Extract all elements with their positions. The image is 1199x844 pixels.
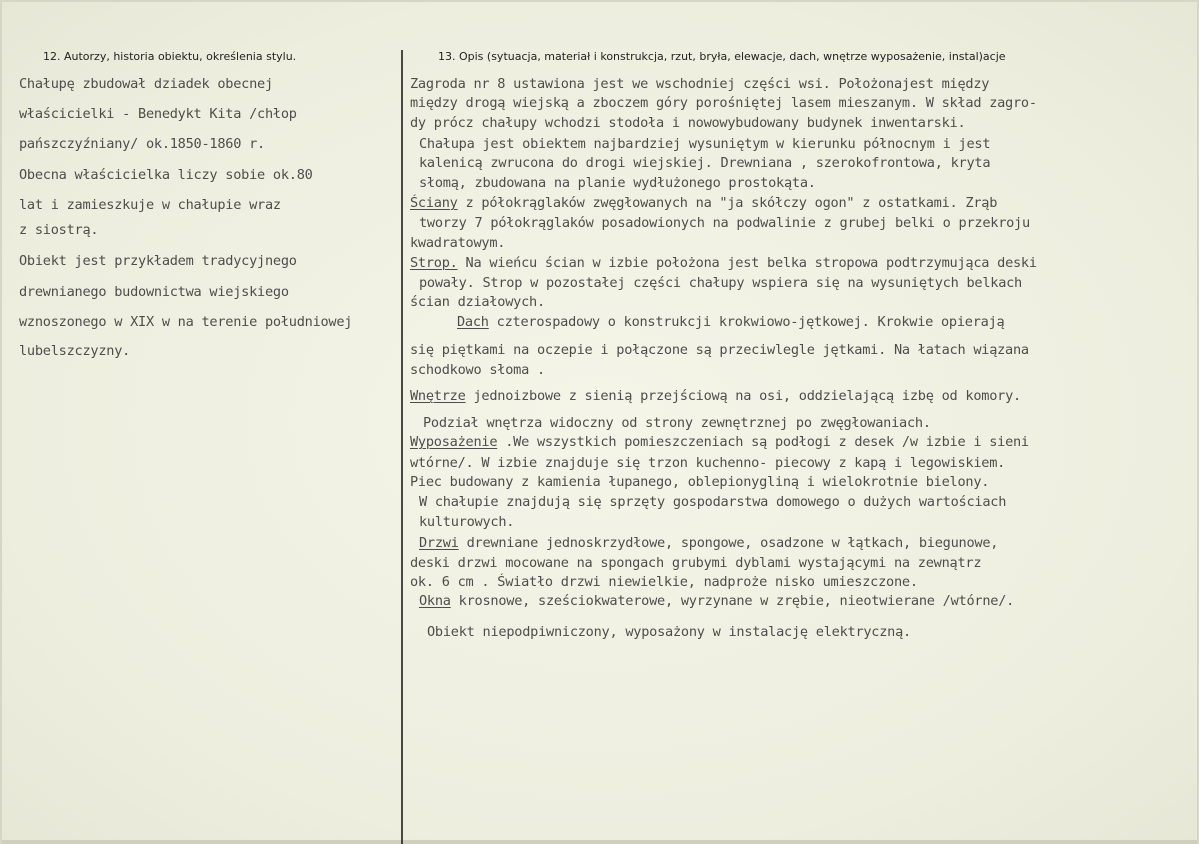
card-edge-left <box>0 0 2 844</box>
history-line: Chałupę zbudował dziadek obecnej <box>19 76 273 92</box>
section-13-header: 13. Opis (sytuacja, materiał i konstrukcja, rzut, bryła, elewacje, dach, wnętrze wyposażenie, instal)acje <box>438 50 1006 63</box>
description-line: Wyposażenie .We wszystkich pomieszczeniach są podłogi z desek /w izbie i sieni <box>410 434 1029 450</box>
doors-heading: Drzwi <box>419 535 459 551</box>
description-line: między drogą wiejską a zboczem góry porośniętej lasem mieszanym. W skład zagro- <box>410 95 1037 111</box>
description-line: ok. 6 cm . Światło drzwi niewielkie, nadproże nisko umieszczone. <box>410 574 918 590</box>
description-line: W chałupie znajdują się sprzęty gospodarstwa domowego o dużych wartościach <box>419 494 1007 510</box>
description-line: schodkowo słoma . <box>410 362 545 378</box>
card-edge-bottom <box>0 840 1199 844</box>
description-line: Piec budowany z kamienia łupanego, oblepionygliną i wielokrotnie bielony. <box>410 474 990 490</box>
description-line: słomą, zbudowana na planie wydłużonego prostokąta. <box>419 175 816 191</box>
history-line: Obecna właścicielka liczy sobie ok.80 <box>19 167 313 183</box>
history-line: wznoszonego w XIX w na terenie południowej <box>19 314 353 330</box>
description-line: Okna krosnowe, sześciokwaterowe, wyrzynane w zrębie, nieotwierane /wtórne/. <box>419 593 1015 609</box>
history-line: drewnianego budownictwa wiejskiego <box>19 284 289 300</box>
history-line: lubelszczyzny. <box>19 343 131 359</box>
description-line: powały. Strop w pozostałej części chałupy wspiera się na wysuniętych belkach <box>419 275 1022 291</box>
walls-heading: Ściany <box>410 195 458 211</box>
description-line: tworzy 7 półokrąglaków posadowionych na podwalinie z grubej belki o przekroju <box>419 215 1030 231</box>
description-line: Dach czterospadowy o konstrukcji krokwiowo-jętkowej. Krokwie opierają <box>457 314 1005 330</box>
description-line: Obiekt niepodpiwniczony, wyposażony w instalację elektryczną. <box>427 624 911 640</box>
column-divider <box>401 50 403 844</box>
card-edge-top <box>0 0 1199 2</box>
description-line: Drzwi drewniane jednoskrzydłowe, spongowe, osadzone w łątkach, biegunowe, <box>419 535 999 551</box>
description-line: Podział wnętrza widoczny od strony zewnętrznej po zwęgłowaniach. <box>423 415 931 431</box>
description-line: się piętkami na oczepie i połączone są przeciwlegle jętkami. Na łatach wiązana <box>410 342 1029 358</box>
description-line: wtórne/. W izbie znajduje się trzon kuchenno- piecowy z kapą i legowiskiem. <box>410 455 1006 471</box>
description-line: Strop. Na wieńcu ścian w izbie położona jest belka stropowa podtrzymująca deski <box>410 255 1037 271</box>
ceiling-heading: Strop. <box>410 255 458 271</box>
history-line: właścicielki - Benedykt Kita /chłop <box>19 106 297 122</box>
history-line: lat i zamieszkuje w chałupie wraz <box>19 197 281 213</box>
roof-heading: Dach <box>457 314 489 330</box>
furnishing-heading: Wyposażenie <box>410 434 498 450</box>
description-line: kalenicą zwrucona do drogi wiejskiej. Drewniana , szerokofrontowa, kryta <box>419 155 991 171</box>
description-line: ścian działowych. <box>410 294 545 310</box>
description-line: Ściany z półokrąglaków zwęgłowanych na "ja skółczy ogon" z ostatkami. Zrąb <box>410 195 998 211</box>
history-line: pańszczyźniany/ ok.1850-1860 r. <box>19 136 265 152</box>
description-line: Chałupa jest obiektem najbardziej wysuniętym w kierunku północnym i jest <box>419 136 991 152</box>
interior-heading: Wnętrze <box>410 388 466 404</box>
description-line: dy prócz chałupy wchodzi stodoła i nowowybudowany budynek inwentarski. <box>410 115 966 131</box>
description-line: Wnętrze jednoizbowe z sienią przejściową na osi, oddzielającą izbę od komory. <box>410 388 1021 404</box>
windows-heading: Okna <box>419 593 451 609</box>
history-line: z siostrą. <box>19 222 99 238</box>
section-12-header: 12. Autorzy, historia obiektu, określenia stylu. <box>43 50 297 63</box>
history-line: Obiekt jest przykładem tradycyjnego <box>19 253 297 269</box>
description-line: kwadratowym. <box>410 235 506 251</box>
description-line: Zagroda nr 8 ustawiona jest we wschodniej części wsi. Położonajest między <box>410 76 990 92</box>
description-line: deski drzwi mocowane na spongach grubymi dyblami wystającymi na zewnątrz <box>410 555 982 571</box>
description-line: kulturowych. <box>419 514 515 530</box>
